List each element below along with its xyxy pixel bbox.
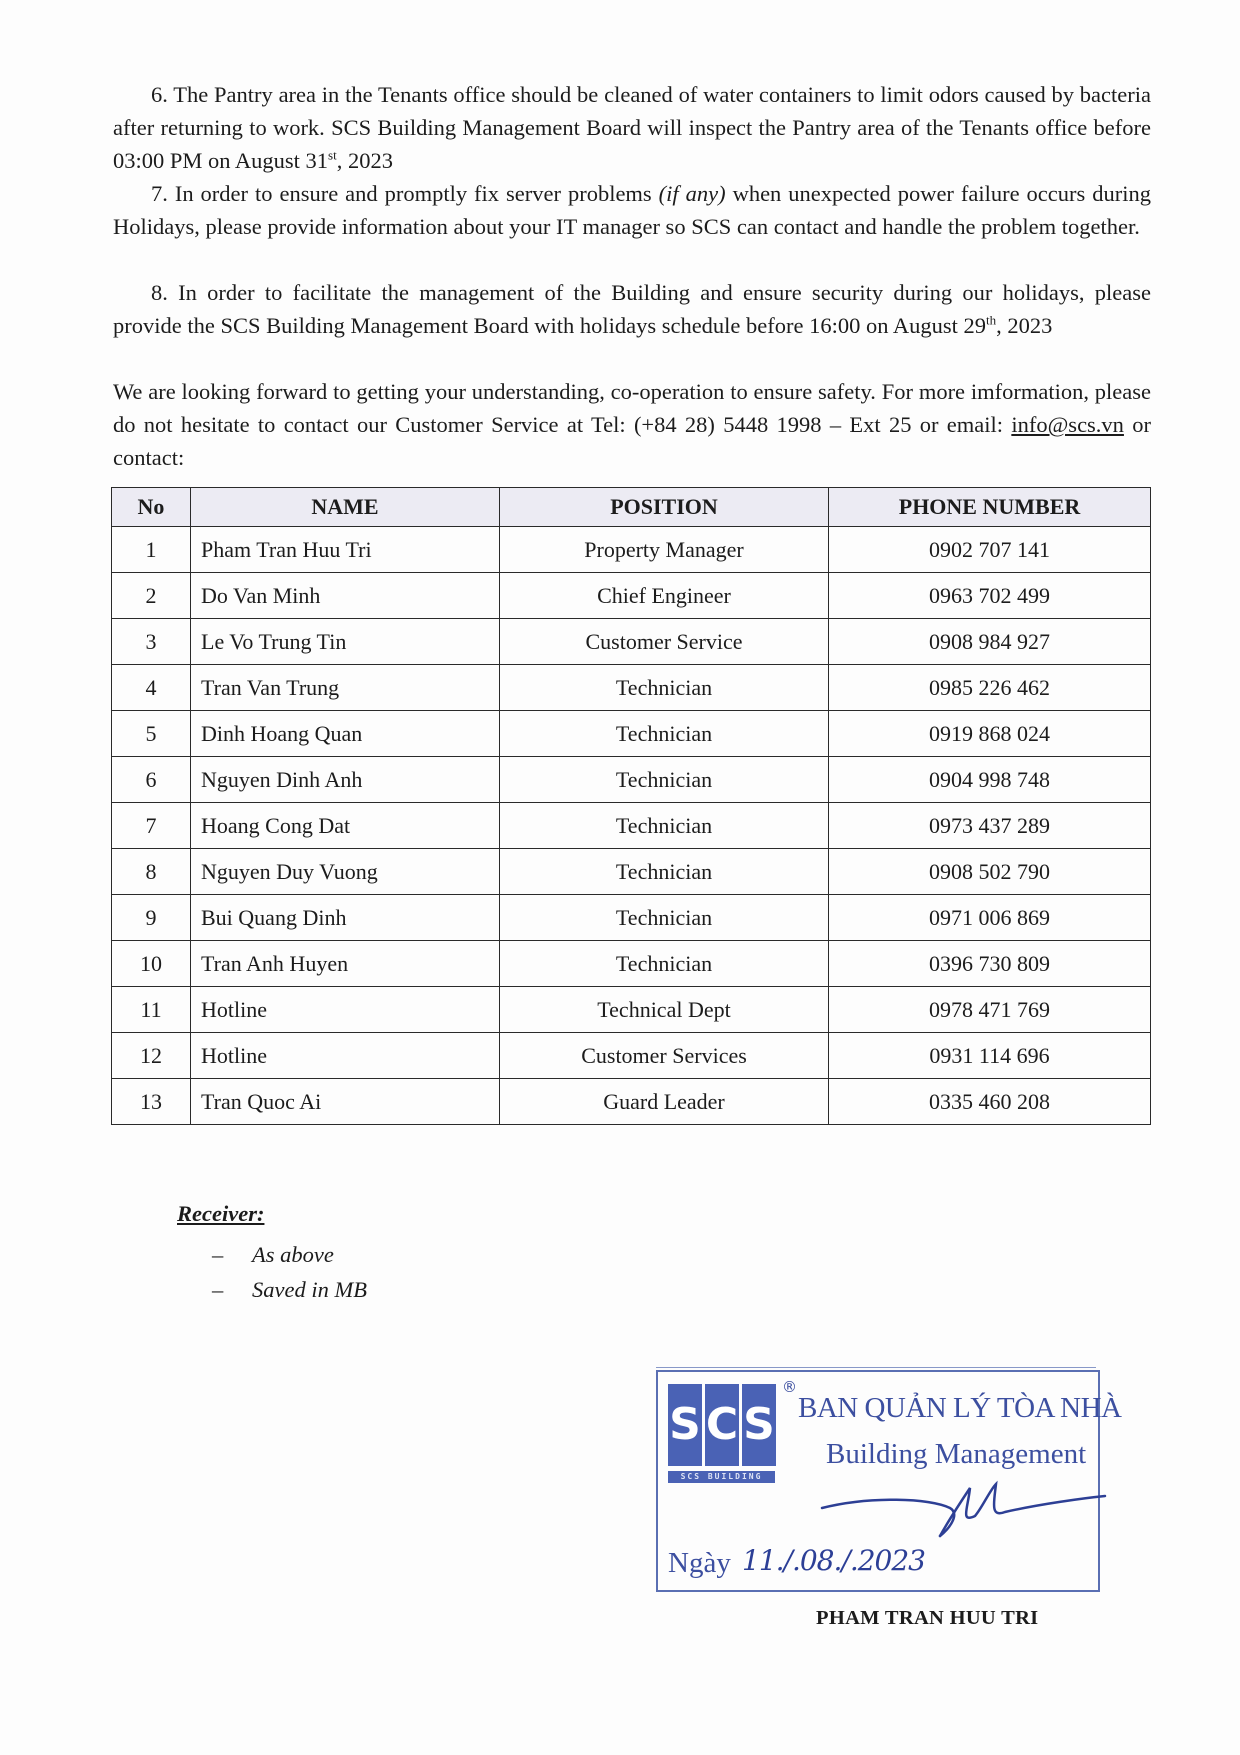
paragraph-text: , 2023 — [336, 148, 393, 173]
paragraph-item-8 — [113, 276, 1151, 342]
cell-no: 9 — [112, 895, 191, 941]
ordinal-suffix: th — [986, 312, 997, 328]
cell-phone: 0335 460 208 — [829, 1079, 1151, 1125]
cell-position: Customer Service — [500, 619, 829, 665]
closing-text-end: or contact: — [113, 412, 1151, 470]
paragraph-text: 7. In order to ensure and promptly fix server problems — [151, 181, 659, 206]
cell-no: 3 — [112, 619, 191, 665]
cell-no: 2 — [112, 573, 191, 619]
cell-no: 4 — [112, 665, 191, 711]
cell-phone: 0971 006 869 — [829, 895, 1151, 941]
logo-letter: C — [705, 1384, 739, 1466]
cell-name: Pham Tran Huu Tri — [191, 527, 500, 573]
logo-subtitle: SCS BUILDING — [668, 1471, 775, 1483]
table-row — [112, 803, 1151, 849]
registered-mark: ® — [782, 1378, 797, 1396]
receiver-item-text: As above — [252, 1242, 334, 1267]
cell-position: Technician — [500, 849, 829, 895]
cell-position: Technical Dept — [500, 987, 829, 1033]
closing-paragraph — [113, 375, 1151, 474]
handwritten-signature — [800, 1478, 1120, 1573]
cell-name: Tran Quoc Ai — [191, 1079, 500, 1125]
cell-position: Guard Leader — [500, 1079, 829, 1125]
stamp-date-value: 11./.08./.2023 — [742, 1544, 925, 1577]
cell-name: Nguyen Dinh Anh — [191, 757, 500, 803]
cell-no: 5 — [112, 711, 191, 757]
cell-no: 8 — [112, 849, 191, 895]
cell-no: 6 — [112, 757, 191, 803]
cell-no: 11 — [112, 987, 191, 1033]
cell-position: Property Manager — [500, 527, 829, 573]
cell-no: 10 — [112, 941, 191, 987]
cell-position: Technician — [500, 665, 829, 711]
table-row — [112, 895, 1151, 941]
paragraph-item-6 — [113, 78, 1151, 177]
cell-name: Tran Anh Huyen — [191, 941, 500, 987]
table-row — [112, 987, 1151, 1033]
cell-phone: 0908 984 927 — [829, 619, 1151, 665]
cell-name: Hotline — [191, 987, 500, 1033]
cell-name: Tran Van Trung — [191, 665, 500, 711]
table-header-row — [112, 488, 1151, 527]
cell-position: Technician — [500, 711, 829, 757]
header-no: No — [112, 488, 191, 527]
paragraph-text: 6. The Pantry area in the Tenants office should be cleaned of water containers to limit odors caused by bacteria after returning to work. SCS Building Management Board will inspect the Pantry area of the Tenants office before 03:00 PM on August 31 — [113, 82, 1151, 173]
closing-text: We are looking forward to getting your understanding, co-operation to ensure safety. For more imformation, please do not hesitate to contact our Customer Service at Tel: (+84 28) 5448 1998 – Ext 25 or email: — [113, 379, 1151, 437]
table-row — [112, 665, 1151, 711]
cell-name: Bui Quang Dinh — [191, 895, 500, 941]
cell-phone: 0396 730 809 — [829, 941, 1151, 987]
cell-name: Dinh Hoang Quan — [191, 711, 500, 757]
cell-name: Do Van Minh — [191, 573, 500, 619]
table-row — [112, 1033, 1151, 1079]
ordinal-suffix: st — [328, 147, 337, 163]
cell-no: 7 — [112, 803, 191, 849]
paragraph-text: 8. In order to facilitate the management of the Building and ensure security during our holidays, please provide the SCS Building Management Board with holidays schedule before 16:00 on August 29 — [113, 280, 1151, 338]
cell-no: 1 — [112, 527, 191, 573]
paragraph-text: , 2023 — [996, 313, 1053, 338]
cell-phone: 0904 998 748 — [829, 757, 1151, 803]
cell-phone: 0963 702 499 — [829, 573, 1151, 619]
header-phone: PHONE NUMBER — [829, 488, 1151, 527]
stamp-date-label: Ngày — [668, 1547, 731, 1579]
cell-name: Hoang Cong Dat — [191, 803, 500, 849]
stamp-top-border — [656, 1367, 1096, 1368]
cell-phone: 0985 226 462 — [829, 665, 1151, 711]
scs-logo — [668, 1384, 778, 1494]
table-row — [112, 1079, 1151, 1125]
header-name: NAME — [191, 488, 500, 527]
cell-name: Nguyen Duy Vuong — [191, 849, 500, 895]
stamp-line-english: Building Management — [826, 1438, 1087, 1470]
table-row — [112, 573, 1151, 619]
signer-name: PHAM TRAN HUU TRI — [816, 1607, 1039, 1629]
table-row — [112, 711, 1151, 757]
cell-position: Technician — [500, 803, 829, 849]
cell-phone: 0931 114 696 — [829, 1033, 1151, 1079]
cell-position: Chief Engineer — [500, 573, 829, 619]
table-row — [112, 757, 1151, 803]
cell-name: Hotline — [191, 1033, 500, 1079]
table-row — [112, 849, 1151, 895]
table-row — [112, 527, 1151, 573]
cell-phone: 0919 868 024 — [829, 711, 1151, 757]
receiver-item: – As above — [212, 1242, 334, 1267]
cell-position: Customer Services — [500, 1033, 829, 1079]
table-row — [112, 619, 1151, 665]
logo-letter: S — [742, 1384, 776, 1466]
cell-name: Le Vo Trung Tin — [191, 619, 500, 665]
paragraph-text: when unexpected power failure occurs during Holidays, please provide information about your IT manager so SCS can contact and handle the problem together. — [113, 181, 1151, 239]
contacts-table — [111, 487, 1151, 1125]
cell-phone: 0978 471 769 — [829, 987, 1151, 1033]
cell-no: 13 — [112, 1079, 191, 1125]
italic-text: (if any) — [658, 181, 726, 206]
cell-position: Technician — [500, 941, 829, 987]
cell-position: Technician — [500, 757, 829, 803]
table-row — [112, 941, 1151, 987]
cell-phone: 0902 707 141 — [829, 527, 1151, 573]
cell-phone: 0908 502 790 — [829, 849, 1151, 895]
receiver-item: – Saved in MB — [212, 1277, 367, 1302]
stamp-line-vietnamese: BAN QUẢN LÝ TÒA NHÀ — [798, 1392, 1122, 1424]
receiver-item-text: Saved in MB — [252, 1277, 367, 1302]
cell-no: 12 — [112, 1033, 191, 1079]
cell-position: Technician — [500, 895, 829, 941]
email-link[interactable]: info@scs.vn — [1011, 412, 1124, 437]
cell-phone: 0973 437 289 — [829, 803, 1151, 849]
receiver-list — [212, 1237, 367, 1307]
paragraph-item-7 — [113, 177, 1151, 243]
logo-letter: S — [668, 1384, 702, 1466]
receiver-title: Receiver: — [177, 1201, 265, 1226]
header-position: POSITION — [500, 488, 829, 527]
